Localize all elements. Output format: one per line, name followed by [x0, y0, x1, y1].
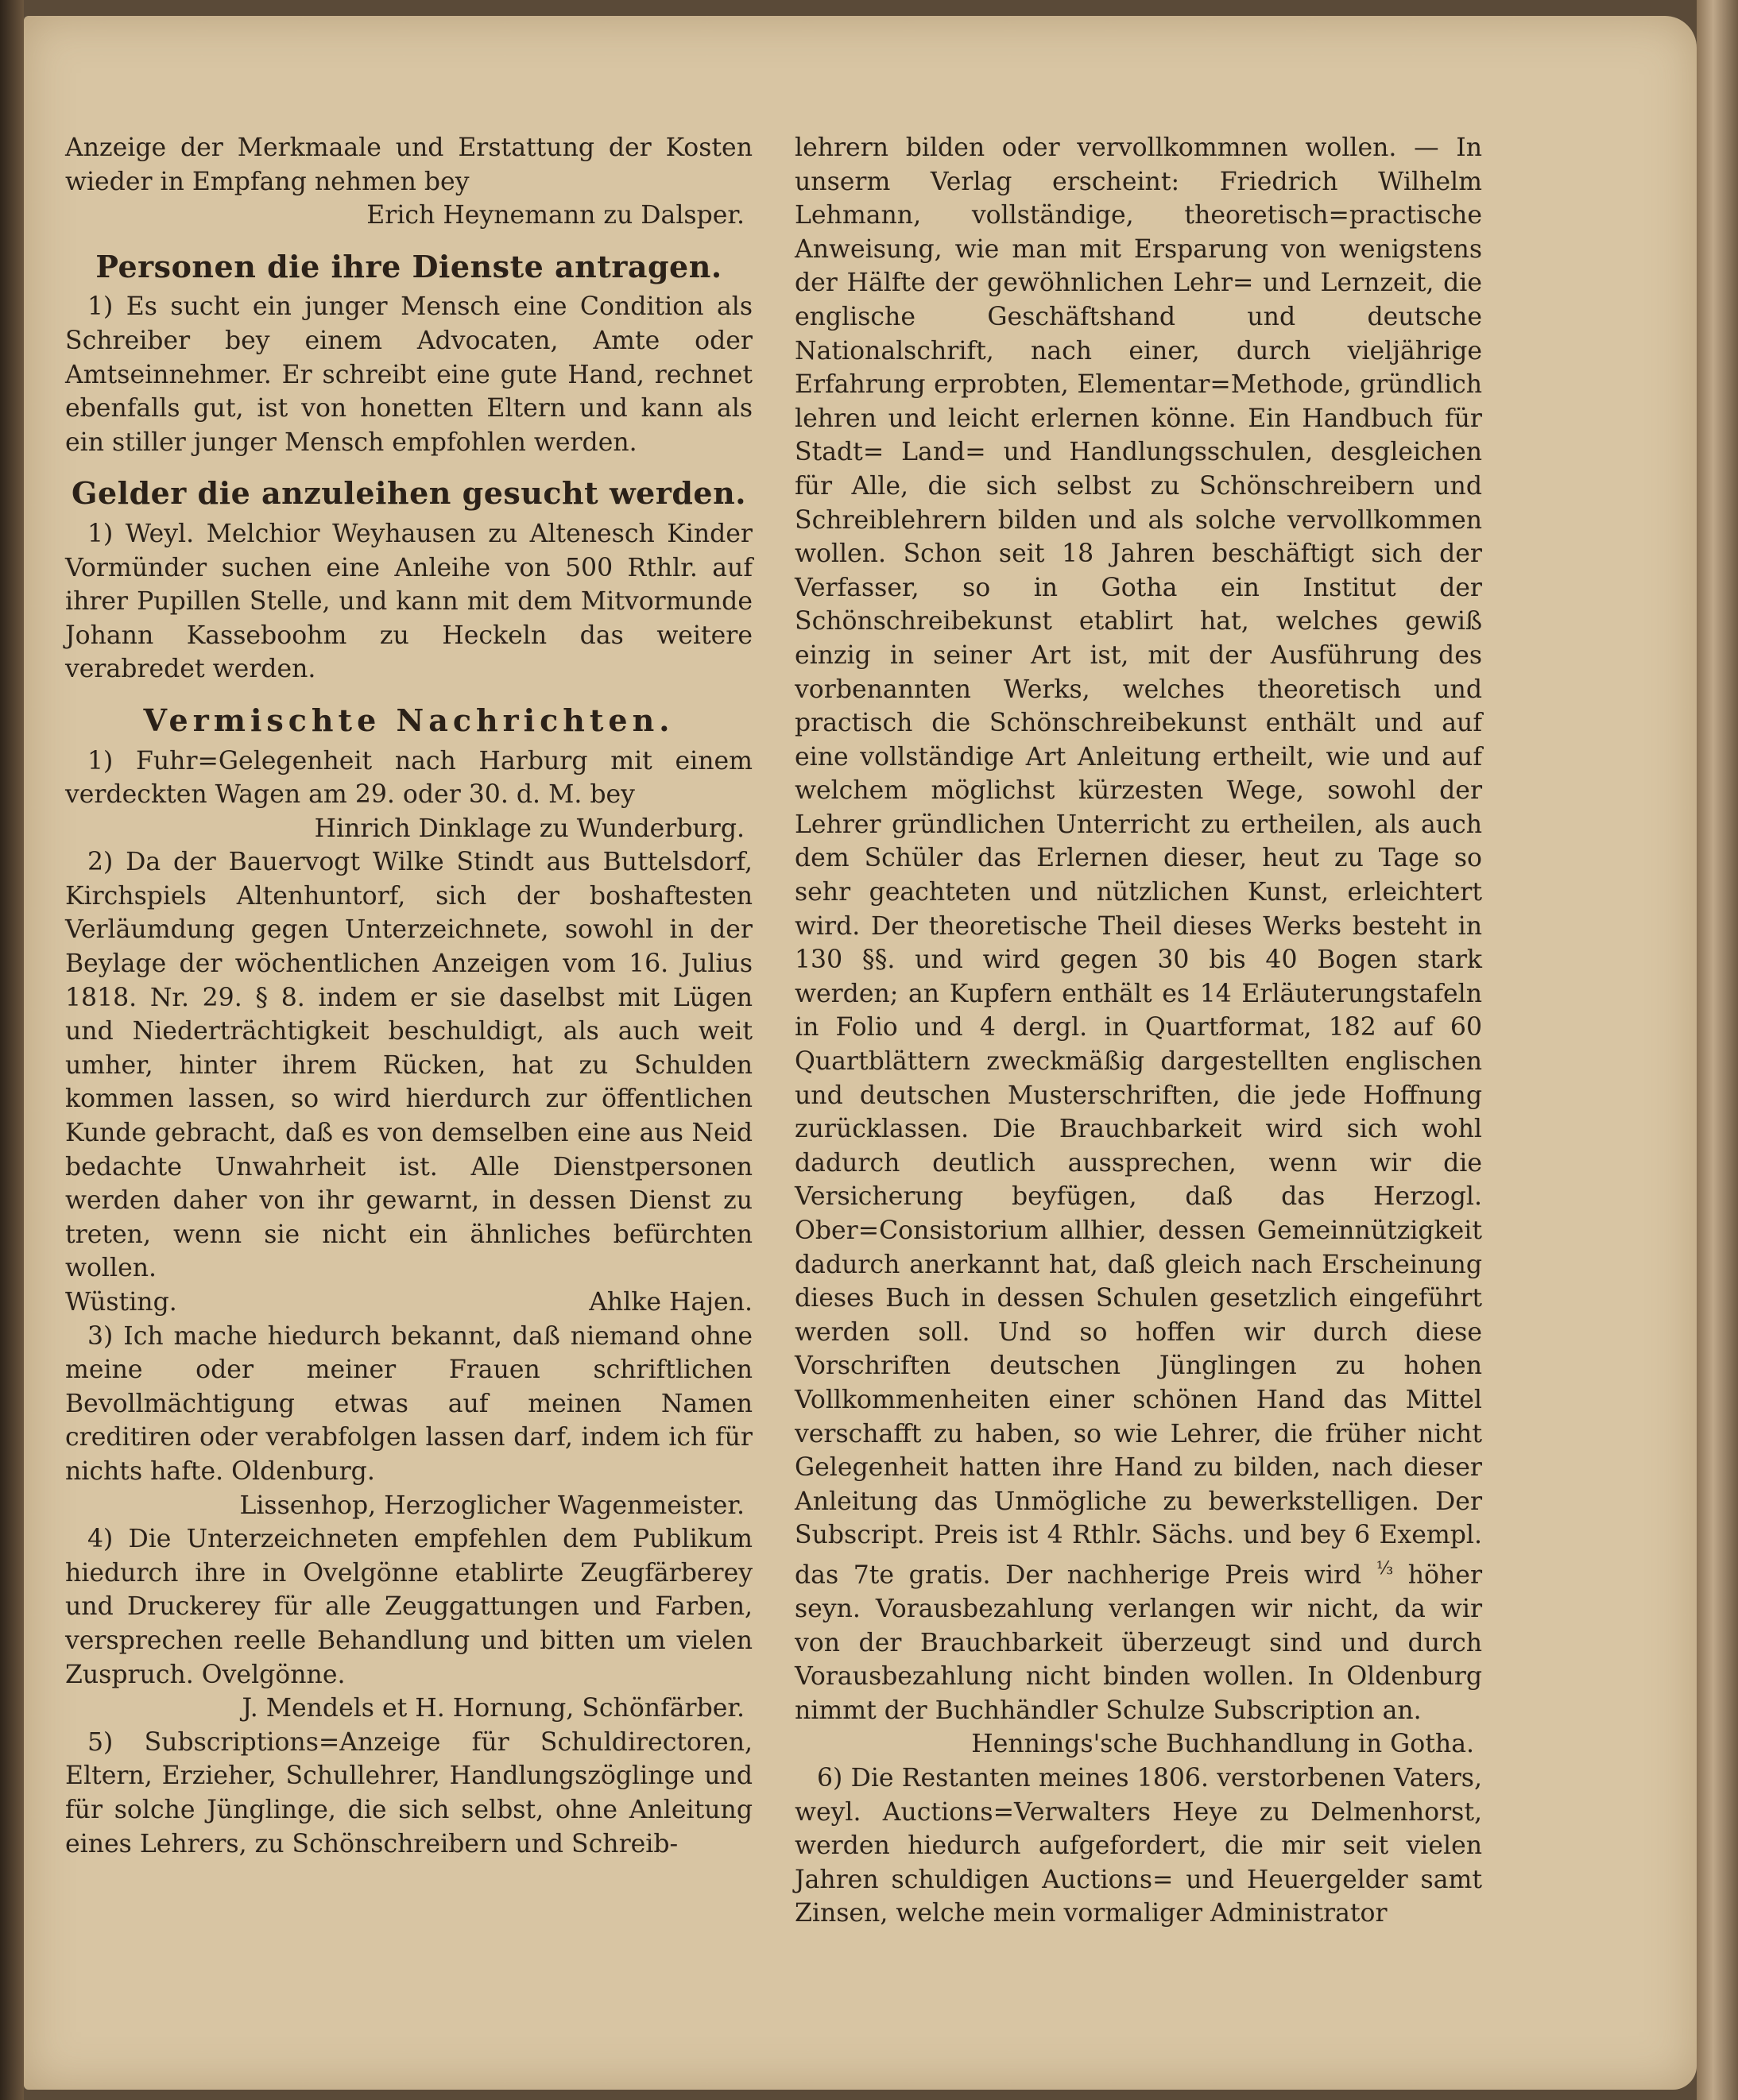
- notice-place: Wüsting.: [65, 1288, 177, 1317]
- section-heading: Vermischte Nachrichten.: [143, 702, 675, 738]
- notice-text-part: höher seyn. Vorausbezahlung verlangen wir nicht, da wir von der Brauchbarkeit überzeugt sind und durch Vorausbezahlung nicht binden wollen. In Oldenburg nimmt der Buchhändler Schulze Subscription an.: [795, 1560, 1483, 1725]
- fraction: ⅓: [1376, 1558, 1394, 1579]
- notice-text: 4) Die Unterzeichneten empfehlen dem Publikum hiedurch ihre in Ovelgönne etablirte Zeugfärberey und Druckerey für alle Zeuggattungen und Farben, versprechen reelle Behandlung und bitten um vielen Zuspruch. Ovelgönne.: [65, 1525, 753, 1689]
- section-heading: Gelder die anzuleihen gesucht werden.: [72, 475, 746, 512]
- notice-signature: Lissenhop, Herzoglicher Wagenmeister.: [239, 1491, 745, 1520]
- notice-text: 3) Ich mache hiedurch bekannt, daß niemand ohne meine oder meiner Frauen schriftlichen Bevollmächtigung etwas auf meinen Namen creditiren oder verabfolgen lassen darf, indem ich für nichts hafte. Oldenburg.: [65, 1321, 753, 1486]
- notice-signature: J. Mendels et H. Hornung, Schönfärber.: [242, 1694, 745, 1723]
- notice-text: 1) Fuhr=Gelegenheit nach Harburg mit einem verdeckten Wagen am 29. oder 30. d. M. bey: [65, 746, 753, 810]
- right-column: [795, 131, 1482, 1931]
- notice-signature: Ahlke Hajen.: [589, 1288, 753, 1317]
- notice-signature-row: [65, 1286, 753, 1320]
- notice-text: 1) Es sucht ein junger Mensch eine Condition als Schreiber bey einem Advocaten, Amte oder Amtseinnehmer. Er schreibt eine gute Hand, rechnet ebenfalls gut, ist von honetten Eltern und kann als ein stiller junger Mensch empfohlen werden.: [65, 292, 753, 457]
- notice-signature: Hennings'sche Buchhandlung in Gotha.: [971, 1730, 1474, 1759]
- notice-text: 6) Die Restanten meines 1806. verstorbenen Vaters, weyl. Auctions=Verwalters Heye zu Delmenhorst, werden hiedurch aufgefordert, die mir seit vielen Jahren schuldigen Auctions= und Heuergelder samt Zinsen, welche mein vormaliger Administrator: [795, 1764, 1482, 1928]
- notice-signature: Erich Heynemann zu Dalsper.: [366, 201, 745, 230]
- notice-text-part: lehrern bilden oder vervollkommnen wollen. — In unserm Verlag erscheint: Friedrich Wilhelm Lehmann, vollständige, theoretisch=practische Anweisung, wie man mit Ersparung von wenigstens der Hälfte der gewöhnlichen Lehr= und Lernzeit, die englische Geschäftshand und deutsche Nationalschrift, nach einer, durch vieljährige Erfahrung erprobten, Elementar=Methode, gründlich lehren und leicht erlernen könne. Ein Handbuch für Stadt= Land= und Handlungsschulen, desgleichen für Alle, die sich selbst zu Schönschreibern und Schreiblehrern bilden und als solche vervollkommen wollen. Schon seit 18 Jahren beschäftigt sich der Verfasser, so in Gotha ein Institut der Schönschreibekunst etablirt hat, welches gewiß einzig in seiner Art ist, mit der Ausführung des vorbenannten Werks, welches theoretisch und practisch die Schönschreibekunst enthält und auf eine vollständige Art Anleitung ertheilt, wie und auf welchem möglichst kürzesten Wege, sowohl der Lehrer gründlichen Unterricht zu ertheilen, als auch dem Schüler das Erlernen dieser, heut zu Tage so sehr geachteten und nützlichen Kunst, erleichtert wird. Der theoretische Theil dieses Werks besteht in 130 §§. und wird gegen 30 bis 40 Bogen stark werden; an Kupfern enthält es 14 Erläuterungstafeln in Folio und 4 dergl. in Quartformat, 182 auf 60 Quartblättern zweckmäßig dargestellten englischen und deutschen Musterschriften, die jede Hoffnung zurücklassen. Die Brauchbarkeit wird sich wohl dadurch deutlich aussprechen, wenn wir die Versicherung beyfügen, daß das Herzogl. Ober=Consistorium allhier, dessen Gemeinnützigkeit dadurch anerkannt hat, daß gleich nach Erscheinung dieses Buch in dessen Schulen gesetzlich eingeführt werden soll. Und so hoffen wir durch diese Vorschriften deutschen Jünglingen zu hohen Vollkommenheiten einer schönen Hand das Mittel verschafft zu haben, so wie Lehrer, die früher nicht Gelegenheit hatten ihre Hand zu bilden, nach dieser Anleitung das Unmögliche zu bewerkstelligen. Der Subscript. Preis ist 4 Rthlr. Sächs. und bey 6 Exempl. das 7te gratis. Der nachherige Preis wird: [795, 133, 1482, 1590]
- book-gutter: [0, 0, 24, 2100]
- page-edge: [1697, 0, 1738, 2100]
- notice-text: 1) Weyl. Melchior Weyhausen zu Altenesch Kinder Vormünder suchen eine Anleihe von 500 Rthlr. auf ihrer Pupillen Stelle, und kann mit dem Mitvormunde Johann Kasseboohm zu Heckeln das weitere verabredet werden.: [65, 519, 753, 684]
- left-column: [65, 131, 753, 1861]
- notice-text: 2) Da der Bauervogt Wilke Stindt aus Buttelsdorf, Kirchspiels Altenhuntorf, sich der boshaftesten Verläumdung gegen Unterzeichnete, sowohl in der Beylage der wöchentlichen Anzeigen vom 16. Julius 1818. Nr. 29. § 8. indem er sie daselbst mit Lügen und Niederträchtigkeit beschuldigt, als auch weit umher, hinter ihrem Rücken, hat zu Schulden kommen lassen, so wird hierdurch zur öffentlichen Kunde gebracht, daß es von demselben eine aus Neid bedachte Unwahrheit ist. Alle Dienstpersonen werden daher von ihr gewarnt, in dessen Dienst zu treten, wenn sie nicht ein ähnliches befürchten wollen.: [65, 848, 753, 1283]
- notice-signature: Hinrich Dinklage zu Wunderburg.: [314, 814, 745, 843]
- notice-text: 5) Subscriptions=Anzeige für Schuldirectoren, Eltern, Erzieher, Schullehrer, Handlungszöglinge und für solche Jünglinge, die sich selbst, ohne Anleitung eines Lehrers, zu Schönschreibern und Schreib-: [65, 1727, 753, 1858]
- notice-text: [795, 131, 1482, 1727]
- section-heading: Personen die ihre Dienste antragen.: [95, 248, 722, 284]
- notice-text: Anzeige der Merkmaale und Erstattung der Kosten wieder in Empfang nehmen bey: [65, 133, 753, 196]
